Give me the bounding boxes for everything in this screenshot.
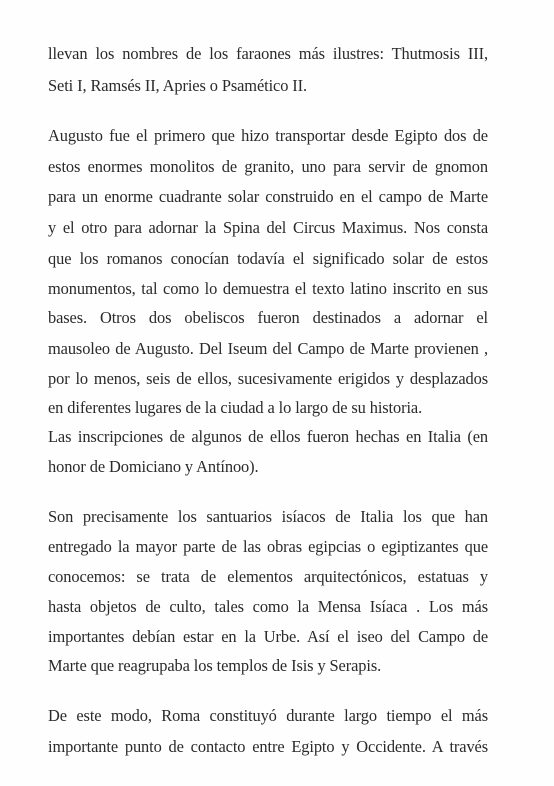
text-line: hasta objetos de culto, tales como la Mensa Isíaca . Los más: [48, 597, 488, 616]
text-line: Las inscripciones de algunos de ellos fueron hechas en Italia (en: [48, 427, 488, 446]
text-line: y el otro para adornar la Spina del Circus Maximus. Nos consta: [48, 218, 488, 237]
text-line: Seti I, Ramsés II, Apries o Psamético II.: [48, 76, 308, 95]
text-line: en diferentes lugares de la ciudad a lo largo de su historia.: [48, 398, 423, 417]
text-line: estos enormes monolitos de granito, uno para servir de gnomon: [48, 157, 488, 176]
text-line: Augusto fue el primero que hizo transportar desde Egipto dos de: [48, 126, 488, 145]
text-line: que los romanos conocían todavía el significado solar de estos: [48, 249, 488, 268]
text-line: De este modo, Roma constituyó durante largo tiempo el más: [48, 706, 488, 725]
text-line: mausoleo de Augusto. Del Iseum del Campo de Marte provienen ,: [48, 339, 488, 358]
text-line: por lo menos, seis de ellos, sucesivamente erigidos y desplazados: [48, 369, 488, 388]
text-line: entregado la mayor parte de las obras egipcias o egiptizantes que: [48, 537, 488, 556]
text-line: Son precisamente los santuarios isíacos de Italia los que han: [48, 507, 488, 526]
text-line: Marte que reagrupaba los templos de Isis y Serapis.: [48, 656, 382, 675]
text-line: importante punto de contacto entre Egipto y Occidente. A través: [48, 737, 488, 756]
text-line: bases. Otros dos obeliscos fueron destinados a adornar el: [48, 308, 488, 327]
text-line: para un enorme cuadrante solar construido en el campo de Marte: [48, 187, 488, 206]
text-line: monumentos, tal como lo demuestra el texto latino inscrito en sus: [48, 279, 488, 298]
text-line: llevan los nombres de los faraones más ilustres: Thutmosis III,: [48, 44, 488, 63]
text-line: conocemos: se trata de elementos arquitectónicos, estatuas y: [48, 567, 488, 586]
text-line: honor de Domiciano y Antínoo).: [48, 457, 259, 476]
text-line: importantes debían estar en la Urbe. Así el iseo del Campo de: [48, 627, 488, 646]
